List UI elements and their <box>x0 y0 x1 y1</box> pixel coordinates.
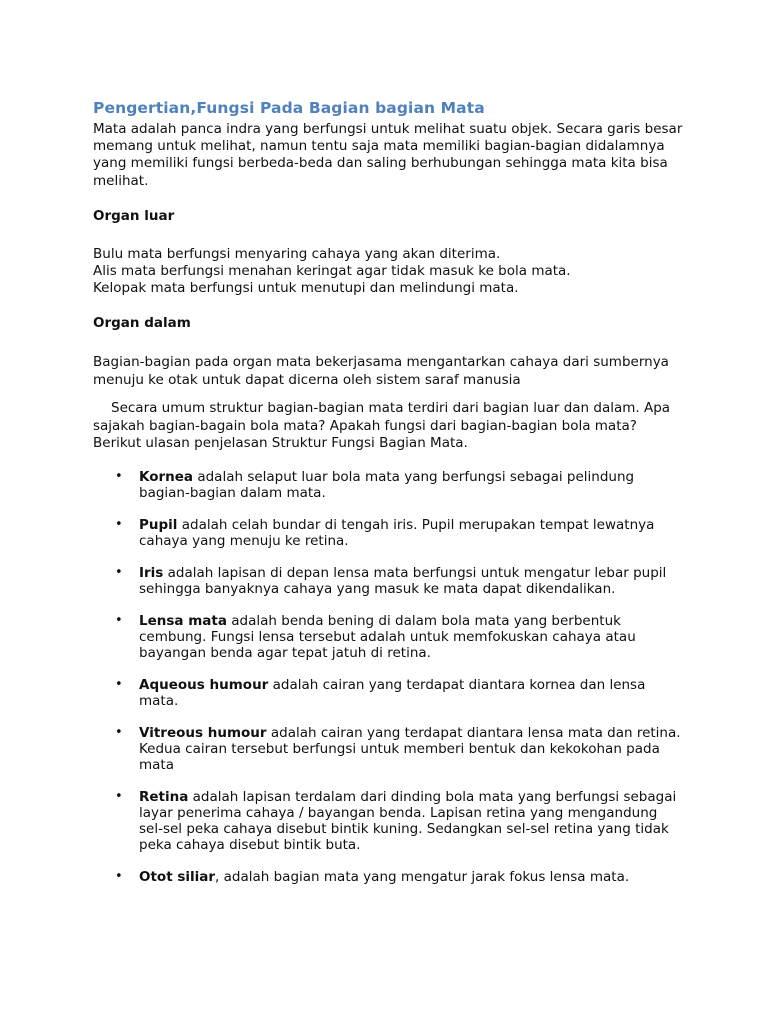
bullet-icon: • <box>115 469 123 485</box>
bullet-icon: • <box>115 517 123 533</box>
bullet-icon: • <box>115 725 123 741</box>
list-item-vitreous-humour <box>93 725 684 773</box>
bullet-icon: • <box>115 613 123 629</box>
eye-parts-list <box>93 469 684 885</box>
term-description: adalah selaput luar bola mata yang berfungsi sebagai pelindung bagian-bagian dalam mata. <box>139 469 635 502</box>
summary-paragraph: Secara umum struktur bagian-bagian mata terdiri dari bagian luar dan dalam. Apa sajakah bagian-bagain bola mata? Apakah fungsi dari bagian-bagian bola mata? Berikut ulasan penjelasan Struktur Fungsi Bagian Mata. <box>93 400 671 451</box>
term-label: Aqueous humour <box>139 677 269 694</box>
list-item-pupil <box>93 517 684 549</box>
bullet-icon: • <box>115 869 123 885</box>
list-item-otot-siliar <box>93 869 684 885</box>
list-item-lensa-mata <box>93 613 684 661</box>
list-item-aqueous-humour <box>93 677 684 709</box>
term-label: Kornea <box>139 469 194 486</box>
list-item-retina <box>93 789 684 853</box>
list-item-kornea <box>93 469 684 501</box>
organ-dalam-heading: Organ dalam <box>93 315 191 332</box>
term-label: Vitreous humour <box>139 725 267 742</box>
term-label: Pupil <box>139 517 178 534</box>
organ-luar-line: Kelopak mata berfungsi untuk menutupi dan melindungi mata. <box>93 280 519 297</box>
document-title: Pengertian,Fungsi Pada Bagian bagian Mata <box>93 99 485 117</box>
organ-luar-line: Bulu mata berfungsi menyaring cahaya yang akan diterima. <box>93 245 501 262</box>
term-label: Iris <box>139 565 164 582</box>
term-description: adalah benda bening di dalam bola mata yang berbentuk cembung. Fungsi lensa tersebut adalah untuk memfokuskan cahaya atau bayangan benda agar tepat jatuh di retina. <box>139 613 636 662</box>
term-description: adalah lapisan di depan lensa mata berfungsi untuk mengatur lebar pupil sehingga banyaknya cahaya yang masuk ke mata dapat dikendalikan. <box>139 565 667 598</box>
term-description: adalah cairan yang terdapat diantara kornea dan lensa mata. <box>139 677 646 710</box>
term-label: Retina <box>139 789 189 806</box>
organ-luar-paragraph <box>93 246 684 298</box>
intro-paragraph: Mata adalah panca indra yang berfungsi untuk melihat suatu objek. Secara garis besar memang untuk melihat, namun tentu saja mata memiliki bagian-bagian didalamnya yang memiliki fungsi berbeda-beda dan saling berhubungan sehingga mata kita bisa melihat. <box>93 121 683 189</box>
organ-dalam-paragraph: Bagian-bagian pada organ mata bekerjasama mengantarkan cahaya dari sumbernya menuju ke otak untuk dapat dicerna oleh sistem saraf manusia <box>93 354 669 389</box>
organ-luar-line: Alis mata berfungsi menahan keringat agar tidak masuk ke bola mata. <box>93 263 571 280</box>
term-description: adalah cairan yang terdapat diantara lensa mata dan retina. Kedua cairan tersebut berfungsi untuk memberi bentuk dan kekokohan pada mata <box>139 725 681 774</box>
term-label: Otot siliar <box>139 869 216 886</box>
term-label: Lensa mata <box>139 613 227 630</box>
term-description: , adalah bagian mata yang mengatur jarak fokus lensa mata. <box>215 869 630 886</box>
list-item-iris <box>93 565 684 597</box>
bullet-icon: • <box>115 677 123 693</box>
term-description: adalah lapisan terdalam dari dinding bola mata yang berfungsi sebagai layar penerima cahaya / bayangan benda. Lapisan retina yang mengandung sel-sel peka cahaya disebut bintik kuning. Sedangkan sel-sel retina yang tidak peka cahaya disebut bintik buta. <box>139 789 677 854</box>
bullet-icon: • <box>115 565 123 581</box>
term-description: adalah celah bundar di tengah iris. Pupil merupakan tempat lewatnya cahaya yang menuju ke retina. <box>139 517 655 550</box>
bullet-icon: • <box>115 789 123 805</box>
organ-luar-heading: Organ luar <box>93 207 175 224</box>
